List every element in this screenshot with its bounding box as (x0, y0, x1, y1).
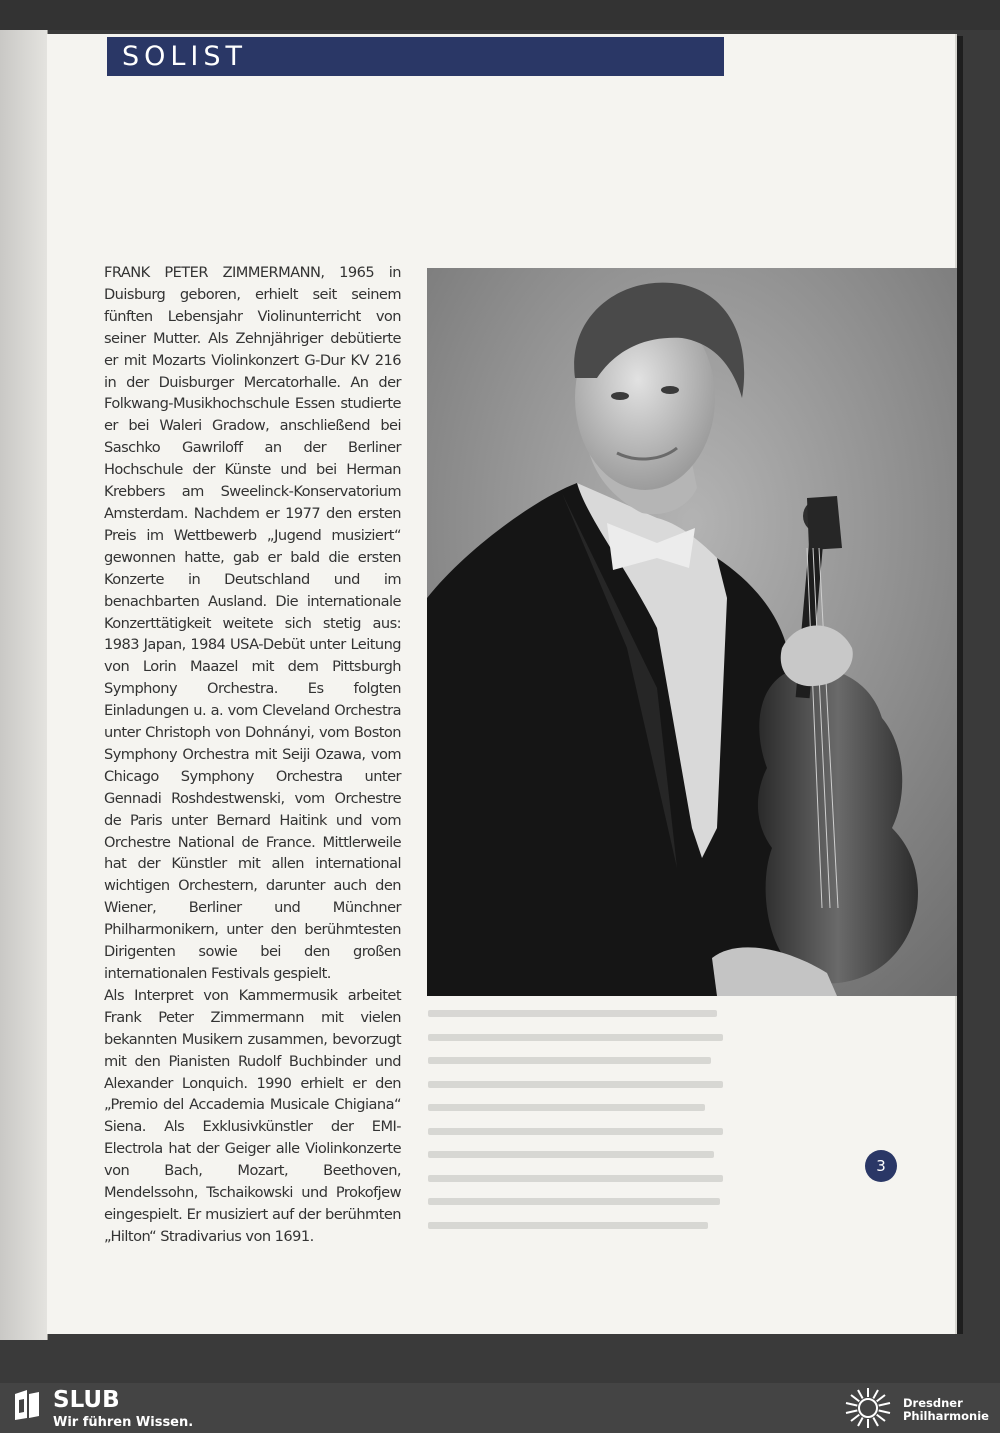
philharmonie-sunburst-icon (843, 1387, 893, 1429)
page-number-badge: 3 (865, 1150, 897, 1182)
partner-name-line2: Philharmonie (903, 1409, 989, 1423)
library-tagline: Wir führen Wissen. (53, 1415, 194, 1430)
portrait-illustration (427, 268, 957, 996)
scan-background (0, 0, 1000, 30)
biography-paragraph-2: Als Interpret von Kammermusik arbeitet Frank Peter Zimmermann mit vielen bekannten Musikern zusammen, bevorzugt mit den Pianisten Rudolf Buchbinder und Alexander Lonquich. 1990 erhielt er den „Premio del Accademia Musicale Chigiana“ Siena. Als Exklusivkünstler der EMI-Electrola hat der Geiger alle Violinkonzerte von Bach, Mozart, Beethoven, Mendelssohn, Tschaikowski und Prokofjew eingespielt. Er musiziert auf der berühmten „Hilton“ Stradivarius von 1691. (104, 986, 401, 1245)
partner-name-line1: Dresdner (903, 1396, 963, 1410)
partner-name (903, 1397, 989, 1423)
page-edge-shadow (957, 36, 963, 1334)
library-name: SLUB (53, 1387, 120, 1413)
facing-page-edge (0, 30, 48, 1340)
slub-logo-icon (13, 1390, 41, 1420)
biography-text (104, 262, 401, 1248)
section-title: SOLIST (122, 41, 248, 72)
biography-paragraph-1: FRANK PETER ZIMMERMANN, 1965 in Duisburg geboren, erhielt seit seinem fünften Lebensjahr Violinunterricht von seiner Mutter. Als Zehnjähriger debütierte er mit Mozarts Violinkonzert G-Dur KV 216 in der Duisburger Mercatorhalle. An der Folkwang-Musikhochschule Essen studierte er bei Waleri Gradow, anschließend bei Saschko Gawriloff an der Berliner Hochschule der Künste und bei Herman Krebbers am Sweelinck-Konservatorium Amsterdam. Nachdem er 1977 den ersten Preis im Wettbewerb „Jugend musiziert“ gewonnen hatte, gab er bald die ersten Konzerte in Deutschland und im benachbarten Ausland. Die internationale Konzerttätigkeit weitete sich stetig aus: 1983 Japan, 1984 USA-Debüt unter Leitung von Lorin Maazel mit dem Pittsburgh Symphony Orchestra. Es folgten Einladungen u. a. vom Cleveland Orchestra unter Christoph von Dohnányi, vom Boston Symphony Orchestra mit Seiji Ozawa, vom Chicago Symphony Orchestra unter Gennadi Roshdestwenski, vom Orchestre de Paris unter Bernard Haitink und vom Orchestre National de France. Mittlerweile hat der Künstler mit allen international wichtigen Orchestern, darunter auch den Wiener, Berliner und Münchner Philharmonikern, unter den berühmtesten Dirigenten sowie bei den großen internationalen Festivals gespielt. (104, 264, 401, 982)
soloist-portrait-photo (427, 268, 957, 996)
show-through-text (428, 1010, 723, 1245)
